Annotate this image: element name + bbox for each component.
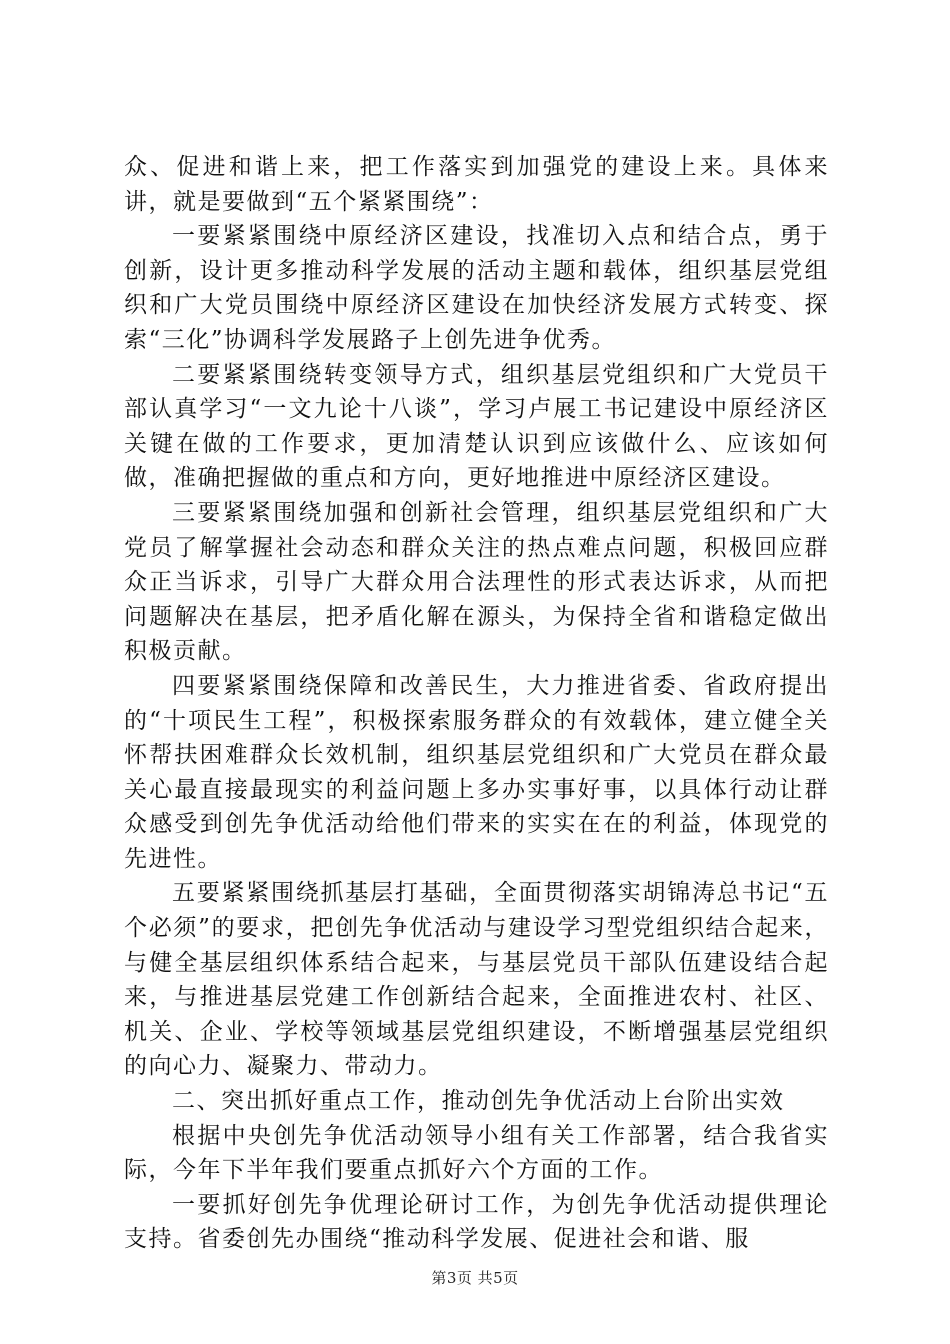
- paragraph-point-four: 四要紧紧围绕保障和改善民生，大力推进省委、省政府提出的“十项民生工程”，积极探索服务群众的有效载体，建立健全关怀帮扶困难群众长效机制，组织基层党组织和广大党员在群众最关心最直接最现实的利益问题上多办实事好事，以具体行动让群众感受到创先争优活动给他们带来的实实在在的利益，体现党的先进性。: [124, 672, 829, 872]
- section-heading: 二、突出抓好重点工作，推动创先争优活动上台阶出实效: [172, 1088, 785, 1115]
- paragraph-continuation: 众、促进和谐上来，把工作落实到加强党的建设上来。具体来讲，就是要做到“五个紧紧围绕”：: [124, 154, 829, 215]
- paragraph-point-three: 三要紧紧围绕加强和创新社会管理，组织基层党组织和广大党员了解掌握社会动态和群众关注的热点难点问题，积极回应群众正当诉求，引导广大群众用合法理性的形式表达诉求，从而把问题解决在基层，把矛盾化解在源头，为保持全省和谐稳定做出积极贡献。: [124, 499, 829, 665]
- paragraph-point-two: 二要紧紧围绕转变领导方式，组织基层党组织和广大党员干部认真学习“一文九论十八谈”，学习卢展工书记建设中原经济区关键在做的工作要求，更加清楚认识到应该做什么、应该如何做，准确把握做的重点和方向，更好地推进中原经济区建设。: [124, 361, 829, 492]
- paragraph-intro: 根据中央创先争优活动领导小组有关工作部署，结合我省实际，今年下半年我们要重点抓好六个方面的工作。: [124, 1122, 829, 1184]
- page-number-footer: 第3页 共5页: [431, 1269, 519, 1287]
- document-body: [124, 150, 829, 1257]
- paragraph-task-one: 一要抓好创先争优理论研讨工作，为创先争优活动提供理论支持。省委创先办围绕“推动科学发展、促进社会和谐、服: [124, 1191, 829, 1253]
- paragraph-point-one: 一要紧紧围绕中原经济区建设，找准切入点和结合点，勇于创新，设计更多推动科学发展的活动主题和载体，组织基层党组织和广大党员围绕中原经济区建设在加快经济发展方式转变、探索“三化”协调科学发展路子上创先进争优秀。: [124, 223, 829, 353]
- paragraph-point-five: 五要紧紧围绕抓基层打基础，全面贯彻落实胡锦涛总书记“五个必须”的要求，把创先争优活动与建设学习型党组织结合起来，与健全基层组织体系结合起来，与基层党员干部队伍建设结合起来，与推进基层党建工作创新结合起来，全面推进农村、社区、机关、企业、学校等领域基层党组织建设，不断增强基层党组织的向心力、凝聚力、带动力。: [124, 880, 829, 1080]
